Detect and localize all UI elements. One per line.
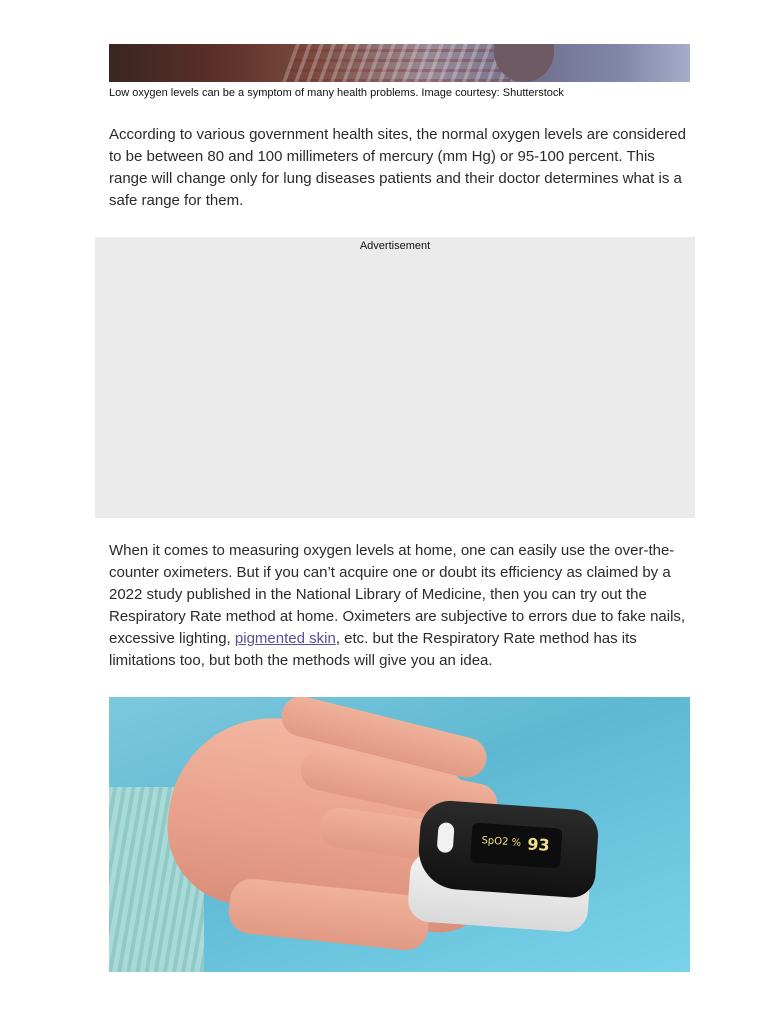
spo2-value: 93 [526,834,551,855]
oximeter-body [416,799,600,899]
paragraph-text: When it comes to measuring oxygen levels at home, one can easily use the over-the-counter oximeters. But if you can’t acquire one or doubt its efficiency as claimed by a 2022 study published in the National Library of Medicine, then you can try out the Respiratory Rate method at home. Oximeters are subjective to errors due to fake nails, excessive lighting, [109,542,686,647]
plaid-scarf-graphic [282,44,526,82]
pigmented-skin-link[interactable]: pigmented skin [234,630,336,647]
spo2-label: SpO2 % [481,835,522,849]
advertisement-slot[interactable] [95,237,695,518]
article-top-image [109,44,690,82]
oximeter-display [470,822,563,868]
paragraph-text: , etc. but the Respiratory Rate method has its limitations too, but both the methods will give you an idea. [109,630,637,669]
pulse-oximeter-image [109,697,690,972]
oximeter-power-button [437,822,455,853]
advertisement-label: Advertisement [359,240,431,252]
article-paragraph [109,540,689,672]
image-caption: Low oxygen levels can be a symptom of many health problems. Image courtesy: Shutterstock [109,87,564,99]
article-paragraph: According to various government health sites, the normal oxygen levels are considered to be between 80 and 100 millimeters of mercury (mm Hg) or 95-100 percent. This range will change only for lung diseases patients and their doctor determines what is a safe range for them. [109,126,686,209]
